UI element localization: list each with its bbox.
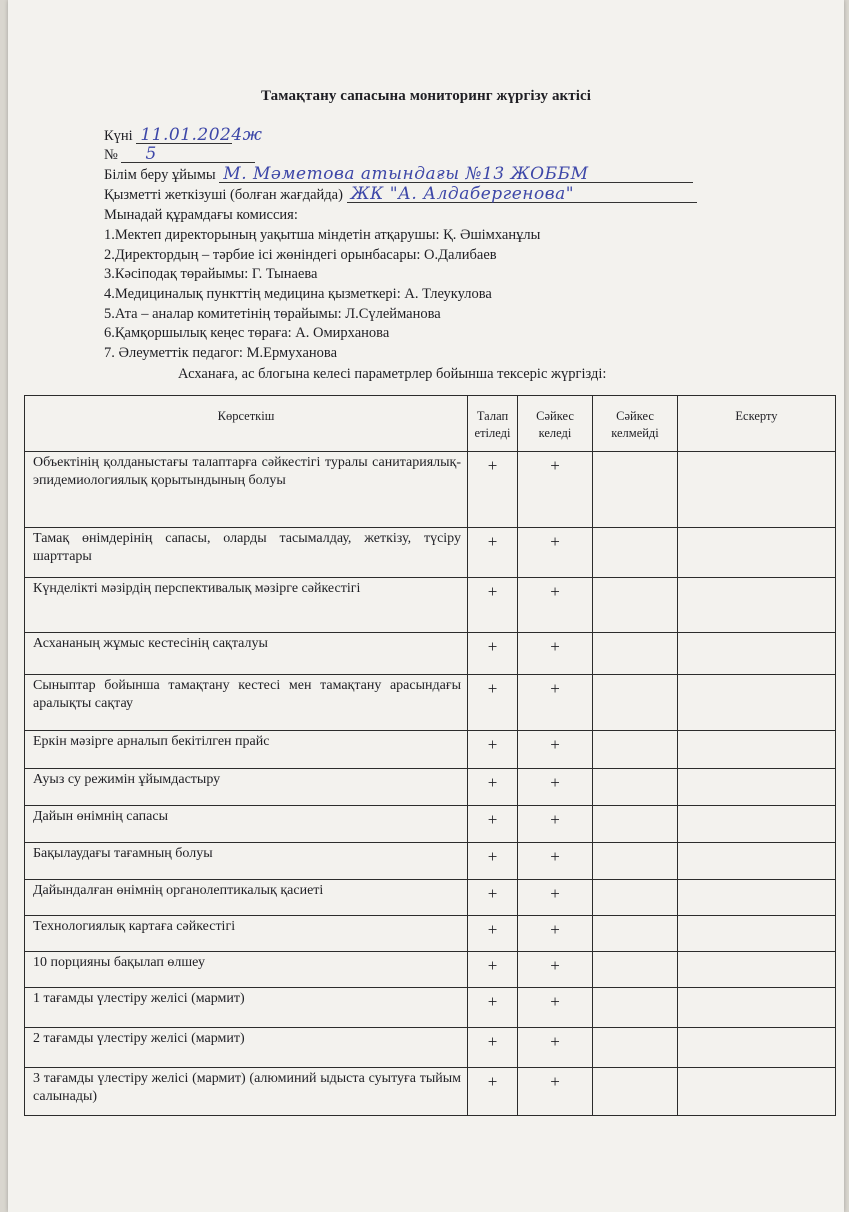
date-value[interactable]: 11.01.2024ж (136, 127, 232, 144)
table-row (25, 452, 836, 528)
required-cell[interactable]: + (468, 452, 518, 528)
indicator-cell: Дайындалған өнімнің органолептикалық қасиеті (25, 880, 468, 916)
inspection-table (24, 395, 836, 1116)
note-cell[interactable] (678, 528, 836, 578)
indicator-cell: 3 тағамды үлестіру желісі (мармит) (алюминий ыдыста суытуға тыйым салынады) (25, 1068, 468, 1116)
table-row (25, 880, 836, 916)
supplier-line (104, 186, 697, 204)
note-cell[interactable] (678, 578, 836, 633)
required-cell[interactable]: + (468, 880, 518, 916)
noncompliant-cell[interactable] (593, 806, 678, 843)
table-row (25, 806, 836, 843)
table-row (25, 1068, 836, 1116)
noncompliant-cell[interactable] (593, 452, 678, 528)
compliant-cell[interactable]: + (518, 952, 593, 988)
noncompliant-cell[interactable] (593, 731, 678, 769)
indicator-cell: Күнделікті мәзірдің перспективалық мәзірге сәйкестігі (25, 578, 468, 633)
supplier-value[interactable]: ЖК "А. Алдабергенова" (347, 186, 697, 203)
indicator-cell: Технологиялық картаға сәйкестігі (25, 916, 468, 952)
noncompliant-cell[interactable] (593, 675, 678, 731)
noncompliant-cell[interactable] (593, 952, 678, 988)
table-row (25, 528, 836, 578)
table-row (25, 952, 836, 988)
school-label: Білім беру ұйымы (104, 167, 216, 183)
note-cell[interactable] (678, 1068, 836, 1116)
required-cell[interactable]: + (468, 675, 518, 731)
noncompliant-cell[interactable] (593, 843, 678, 880)
compliant-cell[interactable]: + (518, 1028, 593, 1068)
commission-member: 6.Қамқоршылық кеңес төраға: А. Омирханова (104, 325, 390, 341)
compliant-cell[interactable]: + (518, 1068, 593, 1116)
compliant-cell[interactable]: + (518, 806, 593, 843)
note-cell[interactable] (678, 806, 836, 843)
required-cell[interactable]: + (468, 916, 518, 952)
compliant-cell[interactable]: + (518, 843, 593, 880)
indicator-cell: 2 тағамды үлестіру желісі (мармит) (25, 1028, 468, 1068)
required-cell[interactable]: + (468, 988, 518, 1028)
note-cell[interactable] (678, 843, 836, 880)
compliant-cell[interactable]: + (518, 988, 593, 1028)
noncompliant-cell[interactable] (593, 769, 678, 806)
note-cell[interactable] (678, 731, 836, 769)
table-header-row (25, 396, 836, 452)
compliant-cell[interactable]: + (518, 528, 593, 578)
required-cell[interactable]: + (468, 806, 518, 843)
note-cell[interactable] (678, 1028, 836, 1068)
noncompliant-cell[interactable] (593, 916, 678, 952)
compliant-cell[interactable]: + (518, 769, 593, 806)
indicator-cell: Еркін мәзірге арналып бекітілген прайс (25, 731, 468, 769)
table-row (25, 769, 836, 806)
note-cell[interactable] (678, 916, 836, 952)
required-cell[interactable]: + (468, 843, 518, 880)
header-noncompliant: Сәйкес келмейді (593, 396, 678, 452)
note-cell[interactable] (678, 880, 836, 916)
noncompliant-cell[interactable] (593, 988, 678, 1028)
note-cell[interactable] (678, 988, 836, 1028)
table-row (25, 731, 836, 769)
noncompliant-cell[interactable] (593, 528, 678, 578)
note-cell[interactable] (678, 452, 836, 528)
indicator-cell: Асхананың жұмыс кестесінің сақталуы (25, 633, 468, 675)
required-cell[interactable]: + (468, 633, 518, 675)
header-indicator: Көрсеткіш (25, 396, 468, 452)
commission-member: 2.Директордың – тәрбие ісі жөніндегі орынбасары: О.Далибаев (104, 247, 497, 263)
compliant-cell[interactable]: + (518, 578, 593, 633)
compliant-cell[interactable]: + (518, 731, 593, 769)
required-cell[interactable]: + (468, 528, 518, 578)
note-cell[interactable] (678, 675, 836, 731)
indicator-cell: 10 порцияны бақылап өлшеу (25, 952, 468, 988)
required-cell[interactable]: + (468, 769, 518, 806)
table-row (25, 633, 836, 675)
compliant-cell[interactable]: + (518, 916, 593, 952)
compliant-cell[interactable]: + (518, 452, 593, 528)
indicator-cell: Дайын өнімнің сапасы (25, 806, 468, 843)
required-cell[interactable]: + (468, 578, 518, 633)
date-label: Күні (104, 128, 133, 144)
compliant-cell[interactable]: + (518, 633, 593, 675)
indicator-cell: Бақылаудағы тағамның болуы (25, 843, 468, 880)
required-cell[interactable]: + (468, 952, 518, 988)
indicator-cell: Сыныптар бойынша тамақтану кестесі мен тамақтану арасындағы аралықты сақтау (25, 675, 468, 731)
noncompliant-cell[interactable] (593, 880, 678, 916)
required-cell[interactable]: + (468, 731, 518, 769)
noncompliant-cell[interactable] (593, 1068, 678, 1116)
school-value[interactable]: М. Мәметова атындағы №13 ЖОББМ (219, 166, 693, 183)
date-line (104, 125, 263, 145)
noncompliant-cell[interactable] (593, 1028, 678, 1068)
supplier-label: Қызметті жеткізуші (болған жағдайда) (104, 187, 343, 203)
indicator-cell: Тамақ өнімдерінің сапасы, оларды тасымалдау, жеткізу, түсіру шарттары (25, 528, 468, 578)
required-cell[interactable]: + (468, 1068, 518, 1116)
commission-member: 5.Ата – аналар комитетінің төрайымы: Л.Сүлейманова (104, 306, 441, 322)
indicator-cell: 1 тағамды үлестіру желісі (мармит) (25, 988, 468, 1028)
required-cell[interactable]: + (468, 1028, 518, 1068)
note-cell[interactable] (678, 769, 836, 806)
commission-intro: Мынадай құрамдағы комиссия: (104, 207, 298, 223)
note-cell[interactable] (678, 633, 836, 675)
compliant-cell[interactable]: + (518, 675, 593, 731)
indicator-cell: Ауыз су режимін ұйымдастыру (25, 769, 468, 806)
header-required: Талап етіледі (468, 396, 518, 452)
noncompliant-cell[interactable] (593, 578, 678, 633)
document-title: Тамақтану сапасына мониторинг жүргізу актісі (260, 88, 592, 104)
indicator-cell: Объектінің қолданыстағы талаптарға сәйкестігі туралы санитариялық-эпидемиологиялық қорытындының болуы (25, 452, 468, 528)
commission-member: 7. Әлеуметтік педагог: М.Ермуханова (104, 345, 338, 361)
number-line (104, 146, 255, 164)
table-row (25, 1028, 836, 1068)
school-line (104, 166, 693, 184)
compliant-cell[interactable]: + (518, 880, 593, 916)
check-intro: Асханаға, ас блогына келесі параметрлер бойынша тексеріс жүргізді: (178, 366, 607, 382)
commission-member: 1.Мектеп директорының уақытша міндетін атқарушы: Қ. Әшімханұлы (104, 227, 541, 243)
header-note: Ескерту (678, 396, 836, 452)
header-compliant: Сәйкес келеді (518, 396, 593, 452)
document-page (8, 0, 844, 1212)
table-row (25, 843, 836, 880)
table-row (25, 988, 836, 1028)
commission-member: 3.Кәсіподақ төрайымы: Г. Тынаева (104, 266, 318, 282)
number-label: № (104, 147, 118, 163)
table-row (25, 578, 836, 633)
noncompliant-cell[interactable] (593, 633, 678, 675)
note-cell[interactable] (678, 952, 836, 988)
commission-member: 4.Медициналық пункттің медицина қызметкері: А. Тлеукулова (104, 286, 492, 302)
table-row (25, 916, 836, 952)
number-value[interactable]: 5 (121, 146, 255, 163)
table-row (25, 675, 836, 731)
